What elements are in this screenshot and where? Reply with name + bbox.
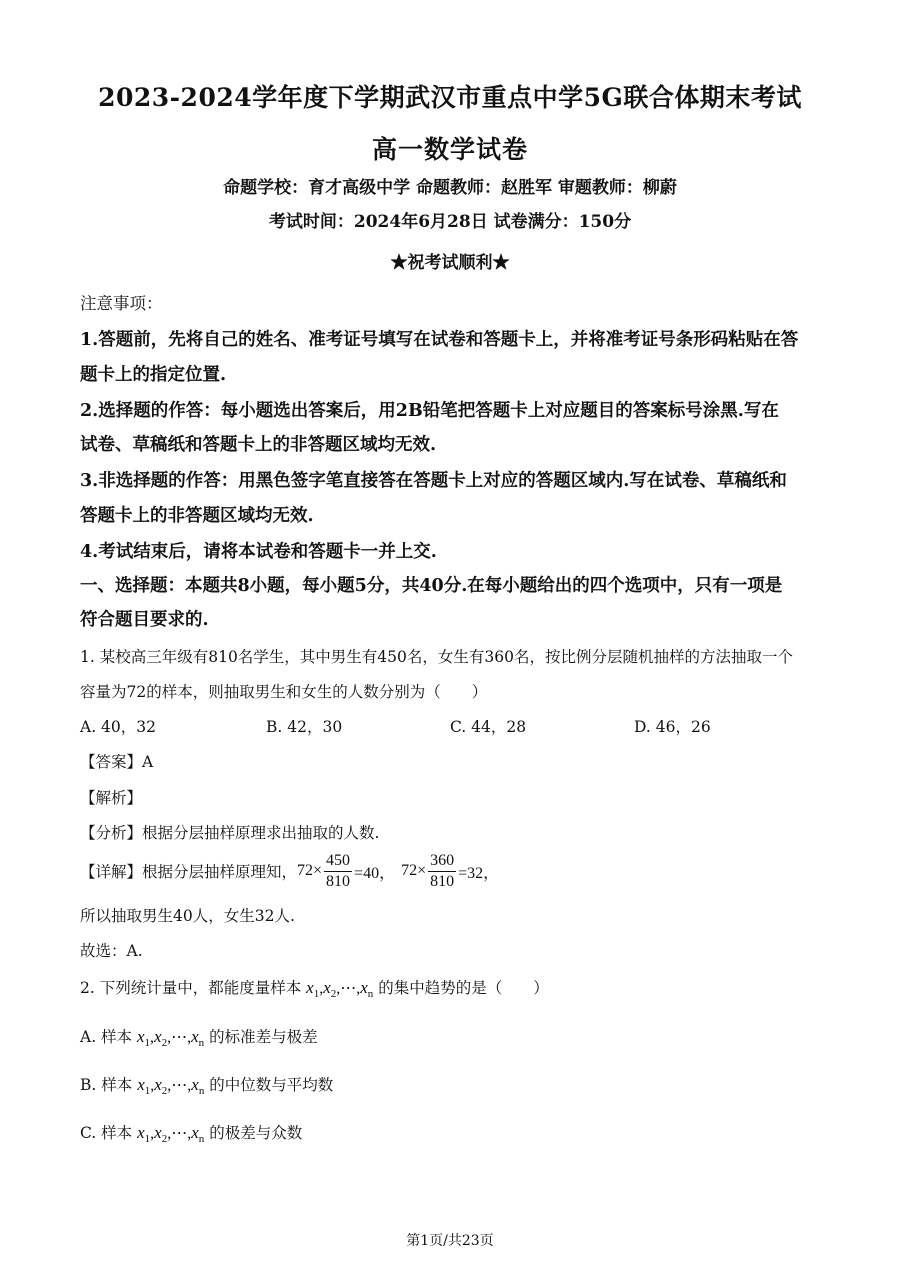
sample-variables: $x_1,x_2,\cdots,x_n$ [306, 978, 374, 1000]
section-heading-cont: 符合题目要求的. [80, 610, 209, 630]
notice-line: 1.答题前，先将自己的姓名、准考证号填写在试卷和答题卡上，并将准考证号条形码粘贴在答 [80, 330, 799, 350]
sample-variables: $x_1,x_2,\cdots,x_n$ [137, 1075, 205, 1097]
good-luck-banner: ★祝考试顺利★ [390, 253, 510, 273]
q2-option-c: C. 样本 $x_1,x_2,\cdots,x_n$ 的极差与众数 [80, 1123, 303, 1145]
section-heading: 一、选择题：本题共8小题，每小题5分，共40分.在每小题给出的四个选项中，只有一项是 [80, 576, 783, 596]
calc1-fraction [324, 852, 352, 891]
exam-subtitle: 高一数学试卷 [371, 135, 528, 164]
q2-option-b: B. 样本 $x_1,x_2,\cdots,x_n$ 的中位数与平均数 [80, 1075, 334, 1097]
notice-line: 4.考试结束后，请将本试卷和答题卡一并上交. [80, 542, 437, 562]
calc1-result: =40， [354, 864, 396, 882]
q1-option-a: A. 40，32 [80, 718, 156, 736]
sample-variables: $x_1,x_2,\cdots,x_n$ [137, 1027, 205, 1049]
notice-line: 3.非选择题的作答：用黑色签字笔直接答在答题卡上对应的答题区域内.写在试卷、草稿纸和 [80, 471, 787, 491]
q1-option-b: B. 42，30 [266, 718, 343, 736]
notice-line: 答题卡上的非答题区域均无效. [80, 506, 314, 526]
q2-option-a: A. 样本 $x_1,x_2,\cdots,x_n$ 的标准差与极差 [80, 1027, 318, 1049]
notice-line: 试卷、草稿纸和答题卡上的非答题区域均无效. [80, 435, 437, 455]
calc1-factor: 72× [297, 862, 323, 879]
author-info: 命题学校：育才高级中学 命题教师：赵胜军 审题教师：柳蔚 [223, 178, 677, 198]
calc1-numerator: 450 [324, 852, 352, 872]
exam-info: 考试时间：2024年6月28日 试卷满分：150分 [268, 212, 632, 232]
calc2-fraction [428, 852, 456, 891]
q1-option-d: D. 46，26 [634, 718, 711, 736]
q1-detail [80, 848, 499, 894]
page-number: 第1页/共23页 [406, 1233, 494, 1249]
notice-line: 题卡上的指定位置. [80, 365, 227, 385]
q1-answer: 【答案】A [80, 753, 154, 771]
q2-stem [80, 976, 549, 1000]
calc2-denominator: 810 [430, 872, 455, 890]
q1-detail-prefix: 【详解】根据分层抽样原理知， [80, 863, 298, 881]
calc2-numerator: 360 [428, 852, 456, 872]
sample-variables: $x_1,x_2,\cdots,x_n$ [137, 1123, 205, 1145]
q1-option-c: C. 44，28 [450, 718, 527, 736]
notice-heading: 注意事项： [80, 294, 163, 313]
q1-choose: 故选：A. [80, 942, 143, 960]
q1-analysis-label: 【解析】 [80, 789, 143, 807]
q1-fenxi: 【分析】根据分层抽样原理求出抽取的人数. [80, 824, 380, 842]
q2-stem-prefix: 2. 下列统计量中，都能度量样本 [80, 979, 302, 997]
exam-title: 2023-2024学年度下学期武汉市重点中学5G联合体期末考试 [98, 83, 802, 112]
q2-stem-suffix: 的集中趋势的是（ ） [378, 979, 549, 997]
calc2-factor: 72× [401, 862, 427, 879]
calc2-result: =32， [458, 864, 500, 882]
q1-stem-cont: 容量为72的样本，则抽取男生和女生的人数分别为（ ） [80, 683, 488, 701]
calc1-denominator: 810 [326, 872, 351, 890]
notice-line: 2.选择题的作答：每小题选出答案后，用2B铅笔把答题卡上对应题目的答案标号涂黑.写在 [80, 401, 779, 421]
q1-stem: 1. 某校高三年级有810名学生，其中男生有450名，女生有360名，按比例分层随机抽样的方法抽取一个 [80, 648, 793, 666]
q1-conclusion: 所以抽取男生40人，女生32人. [80, 907, 295, 925]
